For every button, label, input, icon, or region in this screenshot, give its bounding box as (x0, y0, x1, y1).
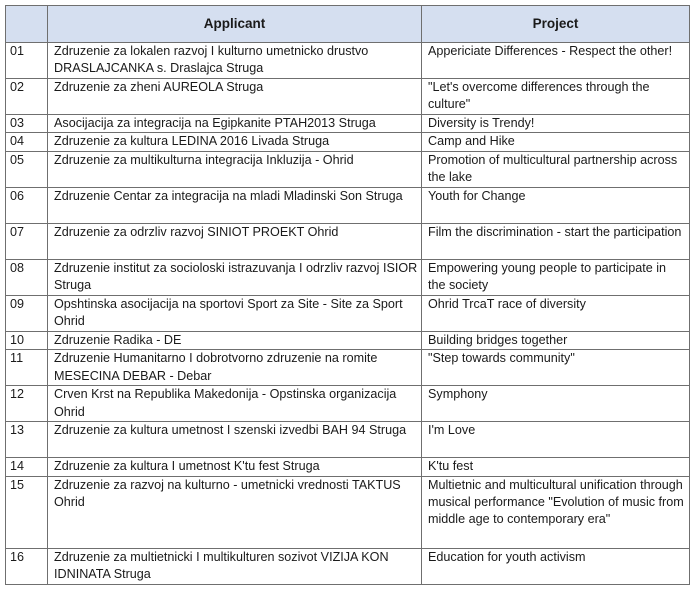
project-cell: "Let's overcome differences through the culture" (422, 79, 690, 115)
applicant-cell: Zdruzenie za kultura umetnost I szenski izvedbi BAH 94 Struga (48, 422, 422, 458)
applicant-cell: Zdruzenie za odrzliv razvoj SINIOT PROEKT Ohrid (48, 223, 422, 259)
table-row (6, 43, 690, 79)
applicant-cell: Zdruzenie Radika - DE (48, 331, 422, 349)
applicant-cell: Zdruzenie za multikulturna integracija Inkluzija - Ohrid (48, 151, 422, 187)
project-cell: I'm Love (422, 422, 690, 458)
table-row (6, 79, 690, 115)
applicant-cell: Opshtinska asocijacija na sportovi Sport za Site - Site za Sport Ohrid (48, 295, 422, 331)
row-number: 03 (6, 115, 48, 133)
project-cell: Symphony (422, 386, 690, 422)
header-row (6, 6, 690, 43)
applicant-cell: Zdruzenie Humanitarno I dobrotvorno zdruzenie na romite MESECINA DEBAR - Debar (48, 350, 422, 386)
row-number: 12 (6, 386, 48, 422)
table-row (6, 115, 690, 133)
row-number: 14 (6, 458, 48, 476)
table-row (6, 422, 690, 458)
table-row (6, 331, 690, 349)
table-row (6, 350, 690, 386)
project-cell: Promotion of multicultural partnership across the lake (422, 151, 690, 187)
applicant-cell: Crven Krst na Republika Makedonija - Opstinska organizacija Ohrid (48, 386, 422, 422)
applicant-cell: Zdruzenie za zheni AUREOLA Struga (48, 79, 422, 115)
row-number: 07 (6, 223, 48, 259)
row-number: 05 (6, 151, 48, 187)
applicants-table (5, 5, 690, 585)
table-row (6, 458, 690, 476)
applicant-cell: Zdruzenie za kultura I umetnost K'tu fest Struga (48, 458, 422, 476)
project-cell: Appericiate Differences - Respect the other! (422, 43, 690, 79)
applicant-cell: Zdruzenie Centar za integracija na mladi Mladinski Son Struga (48, 187, 422, 223)
row-number: 15 (6, 476, 48, 548)
project-cell: Multietnic and multicultural unification through musical performance "Evolution of music from middle age to contemporary era" (422, 476, 690, 548)
applicant-cell: Zdruzenie za kultura LEDINA 2016 Livada Struga (48, 133, 422, 151)
table-row (6, 548, 690, 584)
applicant-cell: Zdruzenie za razvoj na kulturno - umetnicki vrednosti TAKTUS Ohrid (48, 476, 422, 548)
applicant-cell: Asocijacija za integracija na Egipkanite PTAH2013 Struga (48, 115, 422, 133)
table-row (6, 187, 690, 223)
header-project: Project (422, 6, 690, 43)
row-number: 16 (6, 548, 48, 584)
table-row (6, 223, 690, 259)
row-number: 10 (6, 331, 48, 349)
row-number: 06 (6, 187, 48, 223)
row-number: 01 (6, 43, 48, 79)
row-number: 04 (6, 133, 48, 151)
table-row (6, 476, 690, 548)
project-cell: Youth for Change (422, 187, 690, 223)
applicant-cell: Zdruzenie za multietnicki I multikulturen sozivot VIZIJA KON IDNINATA Struga (48, 548, 422, 584)
row-number: 02 (6, 79, 48, 115)
project-cell: Diversity is Trendy! (422, 115, 690, 133)
applicant-cell: Zdruzenie za lokalen razvoj I kulturno umetnicko drustvo DRASLAJCANKA s. Draslajca Struga (48, 43, 422, 79)
table-row (6, 133, 690, 151)
applicant-cell: Zdruzenie institut za socioloski istrazuvanja I odrzliv razvoj ISIOR Struga (48, 259, 422, 295)
row-number: 11 (6, 350, 48, 386)
project-cell: Education for youth activism (422, 548, 690, 584)
project-cell: Building bridges together (422, 331, 690, 349)
header-applicant: Applicant (48, 6, 422, 43)
table-row (6, 295, 690, 331)
project-cell: Empowering young people to participate in the society (422, 259, 690, 295)
table-row (6, 151, 690, 187)
header-number (6, 6, 48, 43)
project-cell: K'tu fest (422, 458, 690, 476)
table-row (6, 386, 690, 422)
project-cell: Film the discrimination - start the participation (422, 223, 690, 259)
table-row (6, 259, 690, 295)
project-cell: Camp and Hike (422, 133, 690, 151)
row-number: 09 (6, 295, 48, 331)
row-number: 08 (6, 259, 48, 295)
project-cell: "Step towards community" (422, 350, 690, 386)
row-number: 13 (6, 422, 48, 458)
project-cell: Ohrid TrcaT race of diversity (422, 295, 690, 331)
